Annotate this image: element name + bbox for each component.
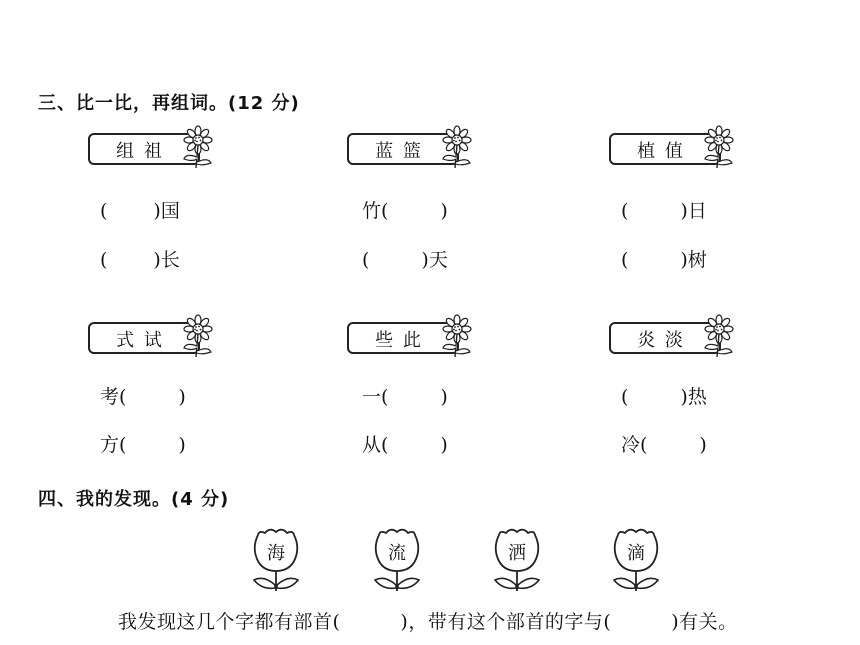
char-pair-4: 式 试 [116,330,164,351]
char-pair-2: 蓝 篮 [375,141,423,162]
sunflower-icon [701,125,737,169]
section4-heading: 四、我的发现。(4 分) [38,489,230,510]
char-pair-5: 些 此 [375,330,423,351]
sunflower-icon [180,125,216,169]
sunflower-icon [439,314,475,358]
char-pair-box-2 [347,133,459,165]
fill-blank-row: ( )树 [621,249,707,271]
char-pair-box-4 [88,322,200,354]
sunflower-icon [701,314,737,358]
char-pair-1: 组 祖 [116,141,164,162]
fill-blank-row: 一( ) [362,386,448,408]
tulip-character-2: 流 [367,527,427,593]
tulip-character-4: 滴 [606,527,666,593]
fill-blank-row: 从( ) [362,434,448,456]
fill-blank-row: 考( ) [100,386,186,408]
fill-blank-row: ( )国 [100,200,180,222]
char-pair-box-3 [609,133,721,165]
char-pair-box-5 [347,322,459,354]
tulip-character-3: 洒 [487,527,547,593]
tulip-character-1: 海 [246,527,306,593]
sunflower-icon [180,314,216,358]
fill-blank-row: ( )日 [621,200,707,222]
fill-blank-row: ( )天 [362,249,448,271]
char-pair-box-6 [609,322,721,354]
fill-blank-row: 竹( ) [362,200,448,222]
sunflower-icon [439,125,475,169]
char-pair-3: 植 值 [637,141,685,162]
section3-heading: 三、比一比，再组词。(12 分) [38,93,300,114]
fill-blank-row: ( )热 [621,386,707,408]
fill-blank-row: 方( ) [100,434,186,456]
char-pair-box-1 [88,133,200,165]
fill-blank-row: ( )长 [100,249,180,271]
fill-blank-row: 冷( ) [621,434,707,456]
discovery-sentence: 我发现这几个字都有部首( )，带有这个部首的字与( )有关。 [118,611,738,633]
char-pair-6: 炎 淡 [637,330,685,351]
